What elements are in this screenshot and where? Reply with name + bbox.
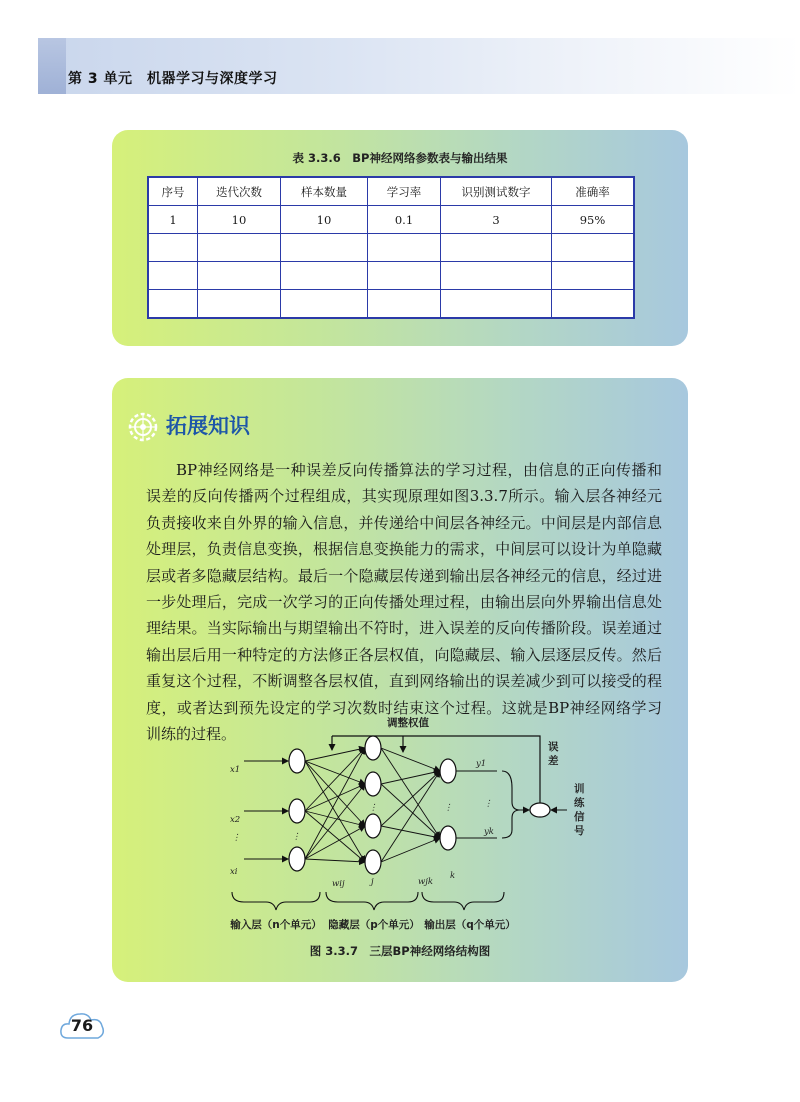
input-node [289, 799, 305, 823]
table-row [148, 234, 634, 262]
column-header: 准确率 [552, 177, 635, 206]
table-cell: 10 [198, 206, 281, 234]
page-number: 76 [70, 1016, 94, 1035]
layer-braces [232, 892, 504, 910]
output-node [440, 759, 456, 783]
input-arrows [244, 761, 288, 859]
hidden-output-connections [381, 748, 440, 862]
table-cell [441, 234, 552, 262]
ellipsis-dots: ⋮ [369, 803, 378, 813]
comparator-node [530, 803, 550, 817]
table-cell [148, 290, 198, 319]
hidden-node [365, 736, 381, 760]
training-label-3: 信 [574, 811, 585, 823]
output-yk-label: yk [484, 827, 494, 837]
gear-icon [126, 412, 160, 442]
output-brace [502, 771, 520, 838]
table-cell [552, 262, 635, 290]
parameter-table [147, 176, 635, 319]
weight-wij-label: wij [332, 879, 345, 889]
output-y1-label: y1 [476, 759, 487, 769]
figure-caption: 图 3.3.7 三层BP神经网络结构图 [309, 944, 491, 958]
table-cell [281, 262, 368, 290]
table-cell: 0.1 [368, 206, 441, 234]
table-cell: 1 [148, 206, 198, 234]
table-cell [441, 262, 552, 290]
output-layer-label: 输出层（q个单元） [424, 919, 516, 931]
output-node [440, 826, 456, 850]
section-title: 拓展知识 [166, 414, 250, 438]
table-cell [148, 262, 198, 290]
table-cell: 3 [441, 206, 552, 234]
table-cell [198, 234, 281, 262]
hidden-layer-label: 隐藏层（p个单元） [328, 919, 420, 931]
table-cell [368, 290, 441, 319]
table-cell [281, 234, 368, 262]
error-label-1: 误 [548, 741, 559, 753]
table-cell: 95% [552, 206, 635, 234]
column-header: 序号 [148, 177, 198, 206]
table-cell: 10 [281, 206, 368, 234]
training-label-4: 号 [574, 825, 585, 837]
table-caption: 表 3.3.6 BP神经网络参数表与输出结果 [292, 151, 508, 165]
table-cell [441, 290, 552, 319]
table-cell [198, 290, 281, 319]
ellipsis-dots: ⋮ [292, 832, 301, 842]
unit-title: 第 3 单元 机器学习与深度学习 [68, 71, 278, 87]
bp-network-diagram [222, 714, 602, 936]
column-header: 迭代次数 [198, 177, 281, 206]
adjust-weights-label: 调整权值 [387, 717, 429, 729]
hidden-index-label: j [371, 877, 374, 887]
input-layer-label: 输入层（n个单元） [230, 919, 322, 931]
hidden-node [365, 850, 381, 874]
input-node [289, 847, 305, 871]
training-label-1: 训 [574, 783, 585, 795]
table-row [148, 206, 634, 234]
input-x1-label: x1 [230, 765, 241, 775]
hidden-node [365, 772, 381, 796]
header-logo-icon [38, 38, 66, 94]
input-hidden-connections [305, 748, 365, 862]
table-cell [148, 234, 198, 262]
table-cell [368, 262, 441, 290]
table-cell [281, 290, 368, 319]
ellipsis-dots: ⋮ [444, 803, 453, 813]
weight-wjk-label: wjk [418, 877, 434, 887]
table-row [148, 290, 634, 319]
table-cell [552, 290, 635, 319]
ellipsis-dots: ⋮ [232, 833, 241, 843]
table-header-row [148, 177, 634, 206]
table-cell [368, 234, 441, 262]
input-x2-label: x2 [230, 815, 241, 825]
column-header: 样本数量 [281, 177, 368, 206]
error-label-2: 差 [548, 755, 559, 767]
hidden-node [365, 814, 381, 838]
training-label-2: 练 [574, 797, 585, 809]
table-cell [198, 262, 281, 290]
body-paragraph: BP神经网络是一种误差反向传播算法的学习过程，由信息的正向传播和误差的反向传播两个过程组成，其实现原理如图3.3.7所示。输入层各神经元负责接收来自外界的输入信息，并传递给中间层各神经元。中间层是内部信息处理层，负责信息变换，根据信息变换能力的需求，中间层可以设计为单隐藏层或者多隐藏层结构。最后一个隐藏层传递到输出层各神经元的信息，经过进一步处理后，完成一次学习的正向传播处理过程，由输出层向外界输出信息处理结果。当实际输出与期望输出不符时，进入误差的反向传播阶段。误差通过输出层后用一种特定的方法修正各层权值，向隐藏层、输入层逐层反传。然后重复这个过程，不断调整各层权值，直到网络输出的误差减少到可以接受的程度，或者达到预先设定的学习次数时结束这个过程。这就是BP神经网络学习训练的过程。 [146, 461, 662, 744]
table-cell [552, 234, 635, 262]
table-row [148, 262, 634, 290]
column-header: 学习率 [368, 177, 441, 206]
ellipsis-dots: ⋮ [484, 799, 493, 809]
input-xi-label: xi [230, 867, 238, 877]
input-node [289, 749, 305, 773]
output-index-label: k [450, 871, 456, 881]
column-header: 识别测试数字 [441, 177, 552, 206]
